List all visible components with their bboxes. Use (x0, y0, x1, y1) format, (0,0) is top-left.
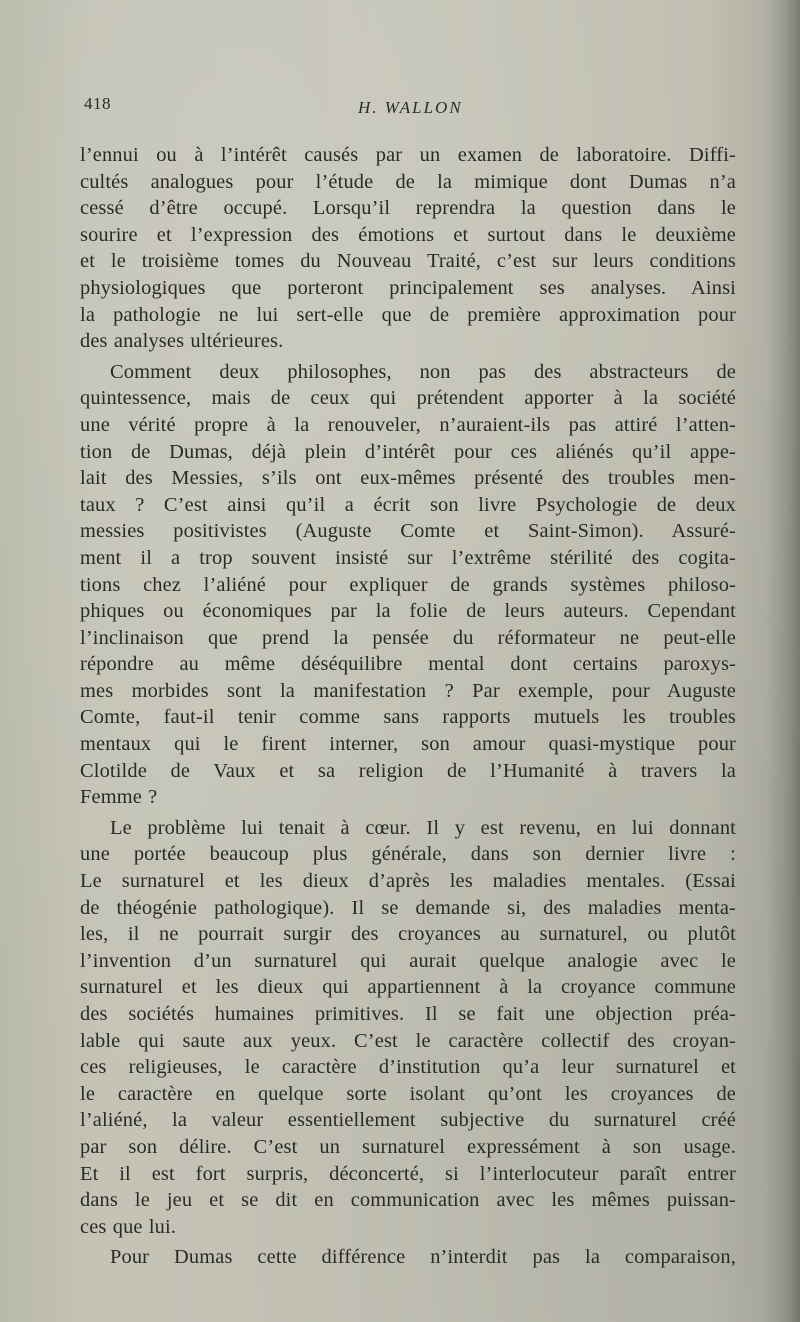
paragraph (80, 815, 736, 1241)
text-line: tion de Dumas, déjà plein d’intérêt pour ces aliénés qu’il appe- (80, 440, 736, 463)
text-line: l’inclinaison que prend la pensée du réformateur ne peut-elle (80, 626, 736, 649)
text-line: les, il ne pourrait surgir des croyances au surnaturel, ou plutôt (80, 923, 736, 946)
text-line: mentaux qui le firent interner, son amour quasi-mystique pour (80, 733, 736, 756)
text-line: Comment deux philosophes, non pas des abstracteurs de (110, 360, 736, 383)
running-head: H. WALLON (358, 98, 463, 117)
text-line: Le problème lui tenait à cœur. Il y est revenu, en lui donnant (110, 816, 736, 839)
text-line: répondre au même déséquilibre mental dont certains paroxys- (80, 653, 736, 676)
body-text (80, 142, 736, 1271)
text-line: messies positivistes (Auguste Comte et Saint-Simon). Assuré- (80, 520, 736, 543)
text-line: une vérité propre à la renouveler, n’auraient-ils pas attiré l’atten- (80, 413, 736, 436)
text-line: dans le jeu et se dit en communication avec les mêmes puissan- (80, 1189, 736, 1212)
text-line: ces que lui. (80, 1215, 177, 1238)
text-line: le caractère en quelque sorte isolant qu’ont les croyances de (80, 1082, 736, 1105)
text-line: sourire et l’expression des émotions et surtout dans le deuxième (80, 223, 736, 246)
page-header (84, 94, 736, 124)
text-line: l’ennui ou à l’intérêt causés par un examen de laboratoire. Diffi- (80, 144, 736, 166)
page-number: 418 (84, 94, 111, 113)
text-line: ces religieuses, le caractère d’institution qu’a leur surnaturel et (80, 1056, 736, 1079)
text-line: Pour Dumas cette différence n’interdit pas la comparaison, (110, 1246, 736, 1269)
text-line: physiologiques que porteront principalement ses analyses. Ainsi (80, 276, 736, 299)
text-line: de théogénie pathologique). Il se demande si, des maladies menta- (80, 896, 736, 919)
text-line: lait des Messies, s’ils ont eux-mêmes présenté des troubles men- (80, 467, 736, 490)
text-line: et le troisième tomes du Nouveau Traité, c’est sur leurs conditions (80, 250, 736, 273)
text-line: surnaturel et les dieux qui appartiennent à la croyance commune (80, 976, 736, 999)
text-line: Clotilde de Vaux et sa religion de l’Humanité à travers la (80, 759, 736, 782)
text-line: taux ? C’est ainsi qu’il a écrit son livre Psychologie de deux (80, 493, 736, 516)
text-line: des analyses ultérieures. (80, 330, 284, 353)
text-line: Et il est fort surpris, déconcerté, si l’interlocuteur paraît entrer (80, 1162, 736, 1185)
text-line: ment il a trop souvent insisté sur l’extrême stérilité des cogita- (80, 546, 736, 569)
page-edge-shadow (766, 0, 800, 1322)
text-line: quintessence, mais de ceux qui prétendent apporter à la société (80, 387, 736, 410)
text-line: tions chez l’aliéné pour expliquer de grands systèmes philoso- (80, 573, 736, 596)
paragraph (80, 142, 736, 355)
text-line: cultés analogues pour l’étude de la mimique dont Dumas n’a (80, 170, 736, 193)
text-line: une portée beaucoup plus générale, dans son dernier livre : (80, 843, 736, 866)
text-line: phiques ou économiques par la folie de leurs auteurs. Cependant (80, 600, 736, 623)
text-line: cessé d’être occupé. Lorsqu’il reprendra la question dans le (80, 197, 736, 220)
paragraph (80, 359, 736, 811)
text-line: Femme ? (80, 786, 158, 809)
text-line: Comte, faut-il tenir comme sans rapports mutuels les troubles (80, 706, 736, 729)
paragraph (80, 1244, 736, 1271)
text-line: lable qui saute aux yeux. C’est le caractère collectif des croyan- (80, 1029, 736, 1052)
text-line: par son délire. C’est un surnaturel expressément à son usage. (80, 1135, 736, 1158)
text-line: l’invention d’un surnaturel qui aurait quelque analogie avec le (80, 949, 736, 972)
text-line: des sociétés humaines primitives. Il se fait une objection préa- (80, 1003, 736, 1025)
text-line: Le surnaturel et les dieux d’après les maladies mentales. (Essai (80, 870, 736, 893)
text-line: la pathologie ne lui sert-elle que de première approximation pour (80, 303, 736, 326)
text-line: l’aliéné, la valeur essentiellement subjective du surnaturel créé (80, 1109, 736, 1132)
text-line: mes morbides sont la manifestation ? Par exemple, pour Auguste (80, 679, 736, 702)
